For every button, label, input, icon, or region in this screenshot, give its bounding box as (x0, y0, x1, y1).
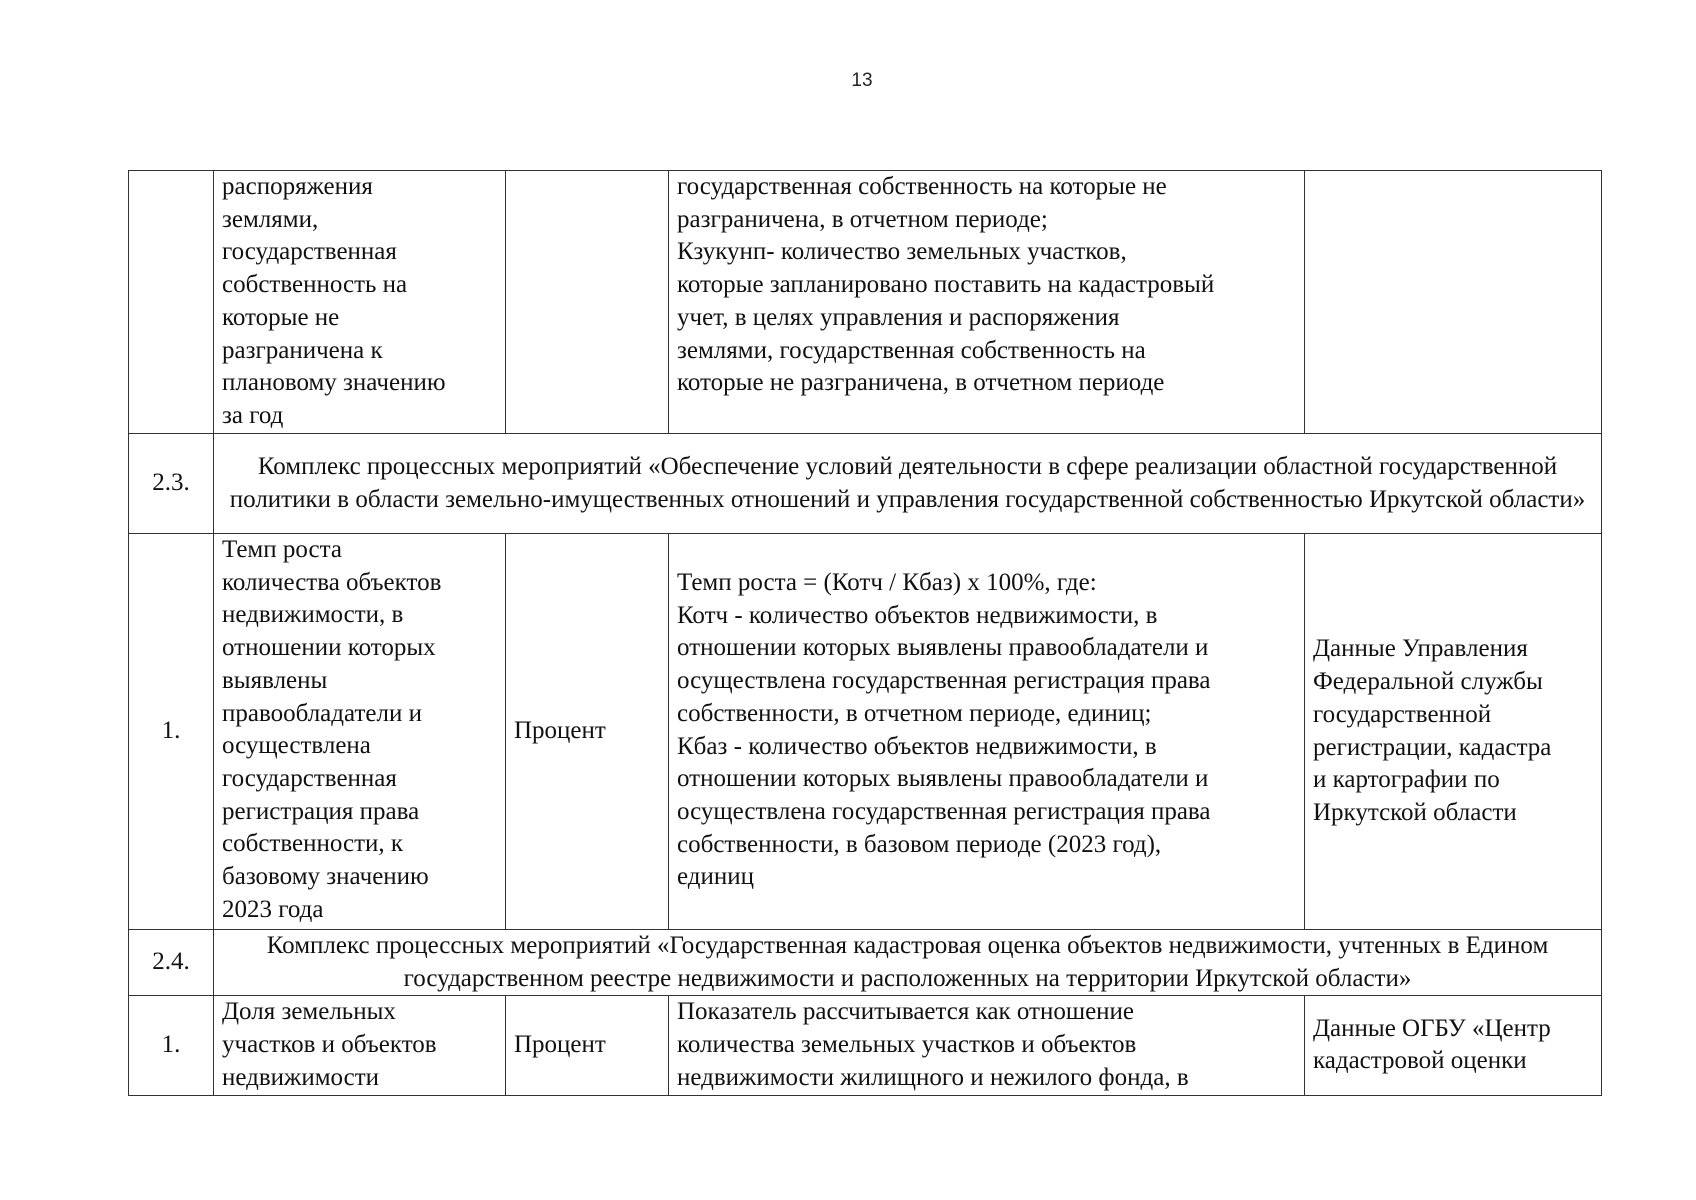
table-row (129, 171, 1602, 434)
indicator-name: распоряжения землями, государственная собственность на которые не разграничена к плановому значению за год (214, 171, 506, 434)
section-title: Комплекс процессных мероприятий «Государственная кадастровая оценка объектов недвижимости, учтенных в Едином государственном реестре недвижимости и расположенных на территории Иркутской области» (214, 930, 1602, 996)
data-source (1305, 171, 1602, 434)
table-row (129, 534, 1602, 930)
data-source: Данные ОГБУ «Центр кадастровой оценки (1305, 996, 1602, 1095)
indicator-name: Доля земельных участков и объектов недвижимости (214, 996, 506, 1095)
indicator-name: Темп роста количества объектов недвижимости, в отношении которых выявлены правообладатели и осуществлена государственная регистрация права собственности, к базовому значению 2023 года (214, 534, 506, 930)
section-row (129, 930, 1602, 996)
data-source: Данные Управления Федеральной службы государственной регистрации, кадастра и картографии по Иркутской области (1305, 534, 1602, 930)
row-number: 1. (129, 996, 214, 1095)
page-number: 13 (851, 70, 873, 91)
section-number: 2.4. (129, 930, 214, 996)
row-number (129, 171, 214, 434)
indicators-table (128, 170, 1602, 1096)
table-row (129, 996, 1602, 1095)
section-row (129, 434, 1602, 534)
calculation-formula: государственная собственность на которые не разграничена, в отчетном периоде; Кзукунп- количество земельных участков, которые запланировано поставить на кадастровый учет, в целях управления и распоряжения землями, государственная собственность на которые не разграничена, в отчетном периоде (669, 171, 1305, 434)
section-title: Комплекс процессных мероприятий «Обеспечение условий деятельности в сфере реализации областной государственной политики в области земельно-имущественных отношений и управления государственной собственностью Иркутской области» (214, 434, 1602, 534)
calculation-formula: Показатель рассчитывается как отношение количества земельных участков и объектов недвижимости жилищного и нежилого фонда, в (669, 996, 1305, 1095)
row-number: 1. (129, 534, 214, 930)
section-number: 2.3. (129, 434, 214, 534)
unit-of-measure: Процент (506, 996, 669, 1095)
unit-of-measure (506, 171, 669, 434)
unit-of-measure: Процент (506, 534, 669, 930)
calculation-formula: Темп роста = (Котч / Кбаз) x 100%, где: Котч - количество объектов недвижимости, в отношении которых выявлены правообладатели и осуществлена государственная регистрация права собственности, в отчетном периоде, единиц; Кбаз - количество объектов недвижимости, в отношении которых выявлены правообладатели и осуществлена государственная регистрация права собственности, в базовом периоде (2023 год), единиц (669, 534, 1305, 930)
